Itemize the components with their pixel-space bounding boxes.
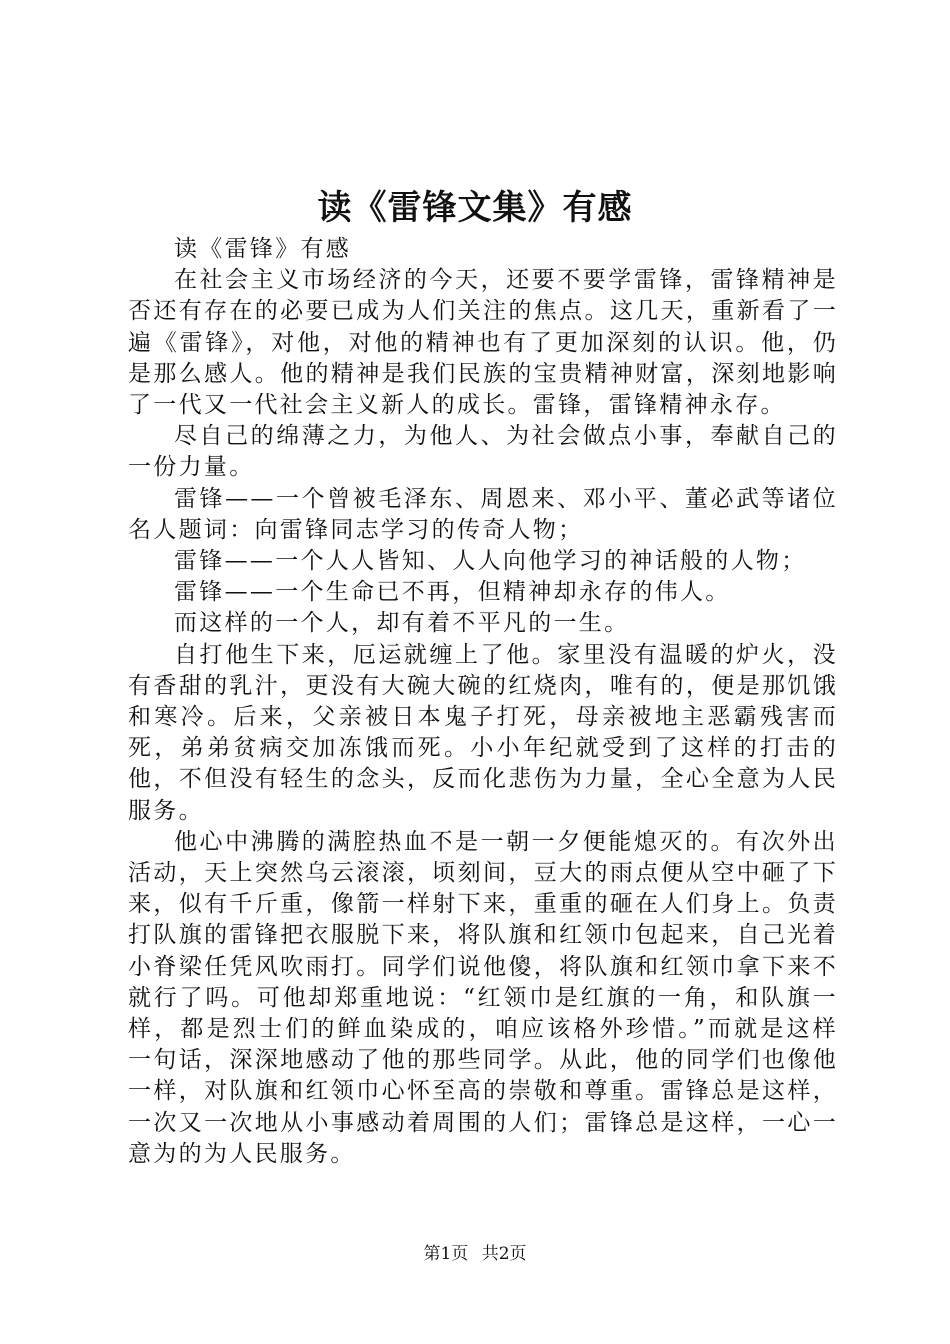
document-subtitle: 读《雷锋》有感: [174, 236, 352, 262]
page-number: 第1页: [423, 1244, 469, 1264]
document-title: 读《雷锋文集》有感: [317, 188, 633, 228]
paragraph: 雷锋——一个曾被毛泽东、周恩来、邓小平、董必武等诸位名人题词：向雷锋同志学习的传奇人物；: [128, 485, 838, 543]
page-total: 共2页: [481, 1244, 527, 1264]
paragraph: 自打他生下来，厄运就缠上了他。家里没有温暖的炉火，没有香甜的乳汁，更没有大碗大碗的红烧肉，唯有的，便是那饥饿和寒冷。后来，父亲被日本鬼子打死，母亲被地主恶霸残害而死，弟弟贫病交加冻饿而死。小小年纪就受到了这样的打击的他，不但没有轻生的念头，反而化悲伤为力量，全心全意为人民服务。: [128, 641, 838, 824]
paragraph: 雷锋——一个生命已不再，但精神却永存的伟人。: [174, 579, 731, 606]
paragraph: 他心中沸腾的满腔热血不是一朝一夕便能熄灭的。有次外出活动，天上突然乌云滚滚，顷刻间，豆大的雨点便从空中砸了下来，似有千斤重，像箭一样射下来，重重的砸在人们身上。负责打队旗的雷锋把衣服脱下来，将队旗和红领巾包起来，自己光着小脊梁任凭风吹雨打。同学们说他傻，将队旗和红领巾拿下来不就行了吗。可他却郑重地说：“红领巾是红旗的一角，和队旗一样，都是烈士们的鲜血染成的，咱应该格外珍惜。”而就是这样一句话，深深地感动了他的那些同学。从此，他的同学们也像他一样，对队旗和红领巾心怀至高的崇敬和尊重。雷锋总是这样，一次又一次地从小事感动着周围的人们；雷锋总是这样，一心一意为的为人民服务。: [128, 828, 838, 1167]
paragraph: 雷锋——一个人人皆知、人人向他学习的神话般的人物；: [174, 548, 807, 575]
page-footer: [0, 1242, 950, 1266]
paragraph: 而这样的一个人，却有着不平凡的一生。: [174, 610, 630, 637]
paragraph: 尽自己的绵薄之力，为他人、为社会做点小事，奉献自己的一份力量。: [128, 423, 838, 481]
document-body: [128, 234, 838, 1170]
paragraph: 在社会主义市场经济的今天，还要不要学雷锋，雷锋精神是否还有存在的必要已成为人们关注的焦点。这几天，重新看了一遍《雷锋》，对他，对他的精神也有了更加深刻的认识。他，仍是那么感人。他的精神是我们民族的宝贵精神财富，深刻地影响了一代又一代社会主义新人的成长。雷锋，雷锋精神永存。: [128, 267, 838, 419]
